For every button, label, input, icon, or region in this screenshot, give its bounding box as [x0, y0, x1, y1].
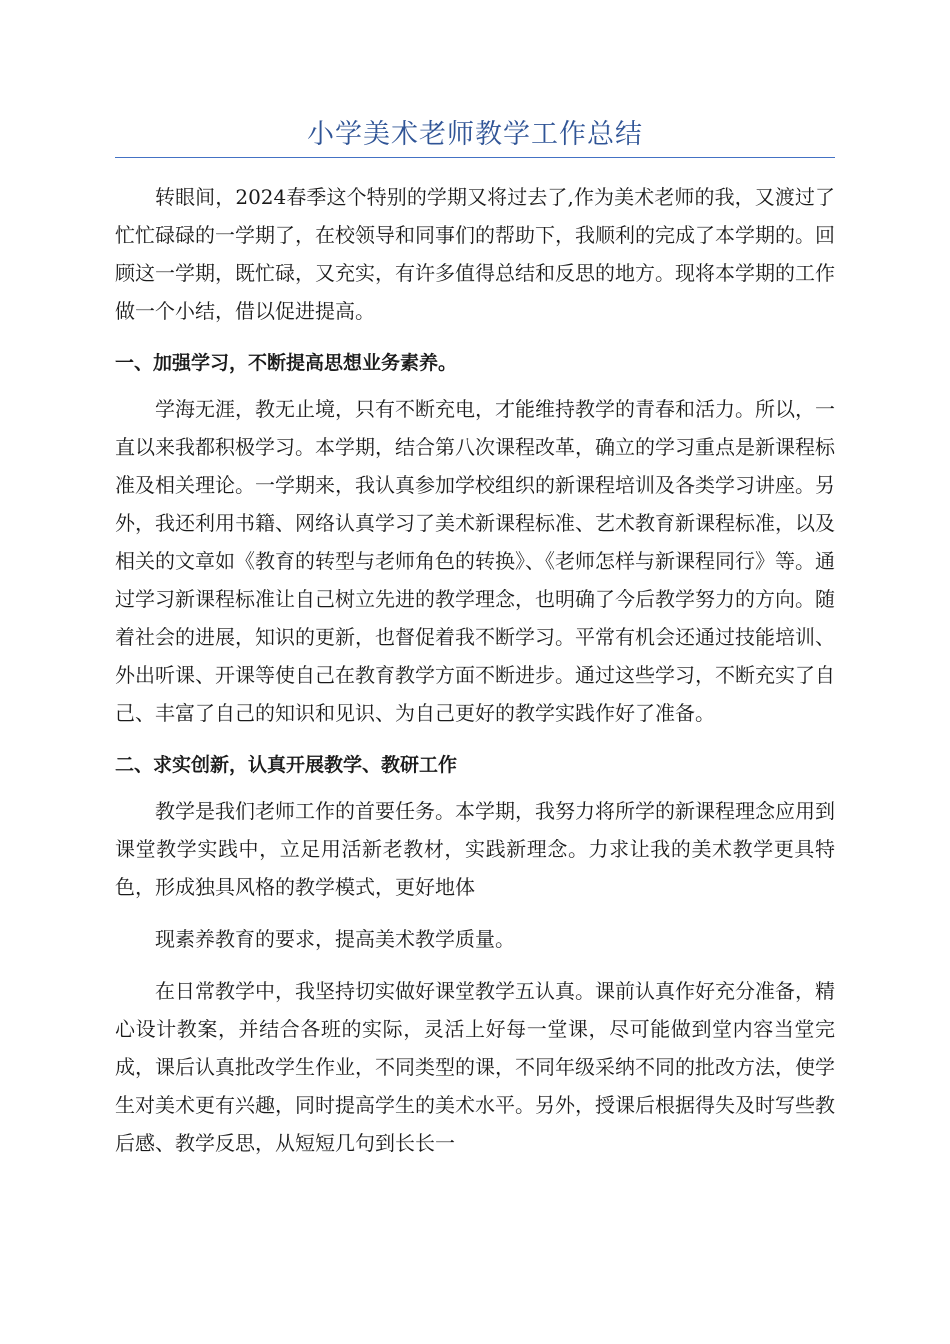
section2-paragraph-1: 教学是我们老师工作的首要任务。本学期，我努力将所学的新课程理念应用到课堂教学实践中，立足用活新老教材，实践新理念。力求让我的美术教学更具特色，形成独具风格的教学模式，更好地体	[115, 799, 835, 899]
document-title: 小学美术老师教学工作总结	[115, 112, 835, 158]
intro-paragraph: 转眼间，2024春季这个特别的学期又将过去了,作为美术老师的我，又渡过了忙忙碌碌的一学期了，在校领导和同事们的帮助下，我顺利的完成了本学期的。回顾这一学期，既忙碌，又充实，有许多值得总结和反思的地方。现将本学期的工作做一个小结，借以促进提高。	[115, 185, 835, 323]
section1-heading: 一、加强学习，不断提高思想业务素养。	[115, 352, 458, 374]
section1-paragraph: 学海无涯，教无止境，只有不断充电，才能维持教学的青春和活力。所以，一直以来我都积极学习。本学期，结合第八次课程改革，确立的学习重点是新课程标准及相关理论。一学期来，我认真参加学校组织的新课程培训及各类学习讲座。另外，我还利用书籍、网络认真学习了美术新课程标准、艺术教育新课程标准，以及相关的文章如《教育的转型与老师角色的转换》、《老师怎样与新课程同行》等。通过学习新课程标准让自己树立先进的教学理念，也明确了今后教学努力的方向。随着社会的进展，知识的更新，也督促着我不断学习。平常有机会还通过技能培训、外出听课、开课等使自己在教育教学方面不断进步。通过这些学习，不断充实了自己、丰富了自己的知识和见识、为自己更好的教学实践作好了准备。	[115, 397, 835, 725]
section2-paragraph-2: 现素养教育的要求，提高美术教学质量。	[155, 927, 515, 951]
document-page	[115, 112, 835, 1162]
section2-heading: 二、求实创新，认真开展教学、教研工作	[115, 754, 458, 776]
section2-paragraph-3: 在日常教学中，我坚持切实做好课堂教学五认真。课前认真作好充分准备，精心设计教案，并结合各班的实际，灵活上好每一堂课，尽可能做到堂内容当堂完成，课后认真批改学生作业，不同类型的课，不同年级采纳不同的批改方法，使学生对美术更有兴趣，同时提高学生的美术水平。另外，授课后根据得失及时写些教后感、教学反思，从短短几句到长长一	[115, 979, 835, 1155]
